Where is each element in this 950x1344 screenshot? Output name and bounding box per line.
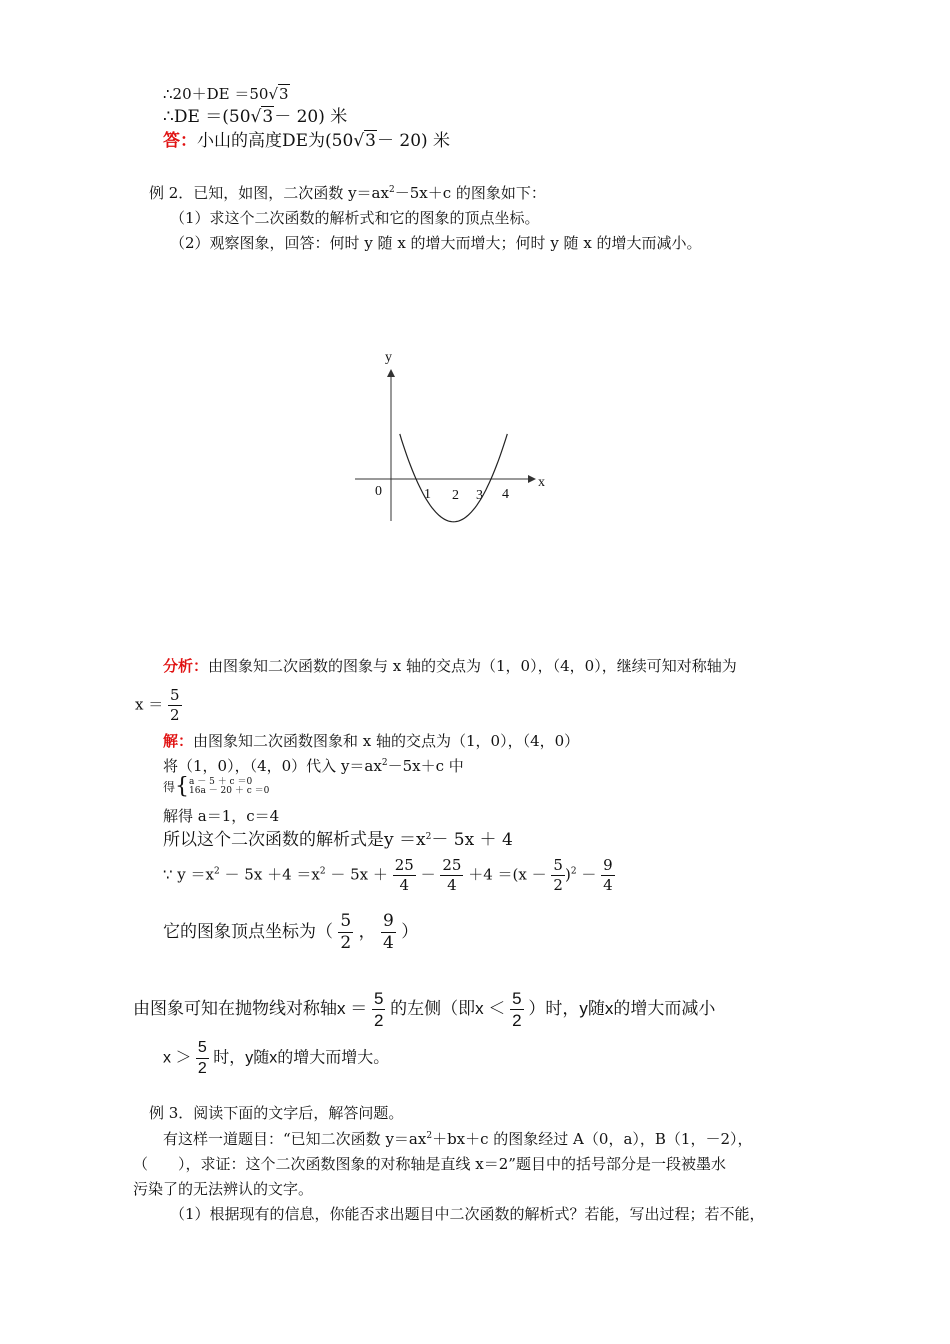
line-20-de: ∴20＋DE ＝50√3	[163, 85, 289, 103]
symmetry-axis: x ＝ $\frac{5}{2}$	[135, 686, 180, 724]
answer-label: 答：	[163, 131, 197, 151]
solution-line-1: 解：由图象知二次函数图象和 x 轴的交点为（1，0），（4，0）	[163, 732, 580, 750]
brace-icon: {	[175, 776, 190, 798]
example-3-paragraph-2: （ ），求证：这个二次函数图象的对称轴是直线 x＝2”题目中的括号部分是一段被墨水	[133, 1155, 726, 1173]
solution-line-2: 将（1，0），（4，0）代入 $y=ax^2-5x+c$ 中	[163, 757, 464, 775]
function-expression: 所以这个二次函数的解析式是$y =x^2- 5x + 4$	[163, 830, 513, 850]
x-axis-label: x	[538, 475, 545, 490]
fraction: $\frac{5}{2}$	[340, 911, 352, 953]
parabola-graph	[345, 345, 575, 535]
solved-values: 解得 a＝1，c＝4	[163, 807, 280, 825]
example-3-question-1: （1）根据现有的信息，你能否求出题目中二次函数的解析式？若能，写出过程；若不能，	[170, 1205, 765, 1223]
parabola-curve	[400, 434, 508, 522]
solution-label: 解：	[163, 732, 194, 750]
tick-label-2: 2	[452, 488, 459, 503]
fraction: $\frac{9}{4}$	[603, 856, 613, 894]
conclusion-increase: x ＞ $\frac{5}{2}$ 时，y随x的增大而增大。	[163, 1039, 390, 1077]
analysis-label: 分析：	[163, 657, 209, 675]
fraction: $\frac{5}{2}$	[170, 686, 180, 724]
vertex-coordinates: 它的图象顶点坐标为（ $\frac{5}{2}$ ， $\frac{9}{4}$ ）	[163, 911, 419, 953]
y-axis-label: y	[385, 350, 392, 365]
example-2-title: 例 2．已知，如图，二次函数 $y=ax^2-5x+c$ 的图象如下：	[149, 184, 546, 202]
fraction: $\frac{5}{2}$	[512, 989, 522, 1030]
example-3-paragraph-1: 有这样一道题目：“已知二次函数 $y=ax^2+bx+c$ 的图象经过 A（0，a），B（1，－2），	[163, 1130, 753, 1148]
fraction: $\frac{5}{2}$	[197, 1039, 207, 1077]
fraction: $\frac{25}{4}$	[442, 856, 462, 894]
analysis-line: 分析：由图象知二次函数的图象与 x 轴的交点为（1，0），（4，0），继续可知对称轴为	[163, 657, 737, 675]
fraction: $\frac{25}{4}$	[394, 856, 414, 894]
tick-label-3: 3	[476, 488, 483, 503]
example-2-question-1: （1）求这个二次函数的解析式和它的图象的顶点坐标。	[170, 209, 540, 227]
sqrt-icon: √	[250, 107, 262, 127]
example-3-title: 例 3．阅读下面的文字后，解答问题。	[149, 1104, 404, 1122]
conclusion-decrease: 由图象可知在抛物线对称轴x ＝ $\frac{5}{2}$ 的左侧（即x ＜ $\frac{5}{2}$ ）时，y随x的增大而减小	[133, 989, 716, 1030]
line-de-value: ∴DE ＝(50√3－ 20) 米	[163, 107, 348, 127]
tick-label-1: 1	[424, 487, 431, 502]
example-3-paragraph-3: 污染了的无法辨认的文字。	[133, 1180, 314, 1198]
fraction: $\frac{5}{2}$	[553, 856, 563, 894]
example-2-question-2: （2）观察图象，回答：何时 y 随 x 的增大而增大；何时 y 随 x 的增大而减小。	[170, 234, 702, 252]
sqrt-icon: √	[268, 85, 279, 103]
fraction: $\frac{9}{4}$	[383, 911, 394, 953]
tick-label-4: 4	[502, 487, 509, 502]
equation-system: 得{ a － 5 ＋ c ＝0 16a － 20 ＋ c ＝0	[163, 776, 270, 798]
answer-line: 答：小山的高度DE为(50√3－ 20) 米	[163, 131, 451, 151]
origin-label: 0	[375, 484, 382, 499]
fraction: $\frac{5}{2}$	[373, 989, 384, 1030]
sqrt-icon: √	[353, 131, 365, 151]
completing-square: ∵ $y =x^2 - 5x +4 =x^2 - 5x$ ＋ $\frac{25}{4}$ － $\frac{25}{4}$ ＋4 ＝(x － $\frac{5}{2}$ )$^2$ － $\frac{9}{4}$	[163, 856, 613, 894]
